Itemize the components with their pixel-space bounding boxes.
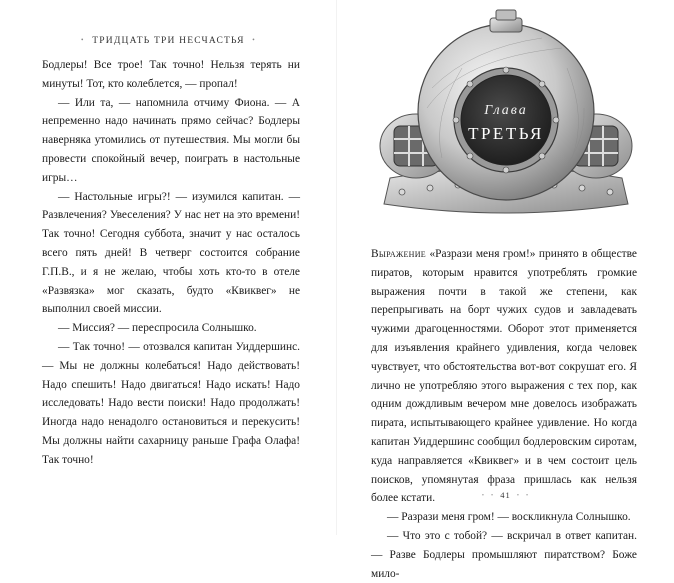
paragraph: — Разрази меня гром! — воскликнула Солнышко. [387,511,631,524]
folio-ornament-left-2: • [491,493,495,499]
diving-helmet-illustration [372,8,640,223]
paragraph: — Так точно! — отозвался капитан Уиддершинс. — Мы не должны колебаться! Надо действовать! Надо спешить! Надо двигаться! Надо искать! Надо исследовать! Надо вести поиски! Надо продолжать! Иногда надо ненадолго остановиться и перекусить! Мы должны найти сахарницу раньше Графа Олафа! Так точно! [42,340,300,466]
paragraph: — Или та, — напомнила отчиму Фиона. — А непременно надо начинать прямо сейчас? Бодлеры наверняка утомились от путешествия. Мы могли бы провести спокойный вечер, поиграть в настольные игры… [42,96,300,184]
paragraph-rest: «Разрази меня гром!» принято в обществе пиратов, которым нравится употреблять громкие выражения почти в такой же степени, как перепрыгивать на борт чужих судов и завладевать чужими драгоценностями. Оборот этот применяется для изъявления крайнего удивления, когда человек чувствует, что обстоятельства вот-вот сокрушат его. Я лично не употребляю этого выражения с тех пор, как одним дождливым вечером мне довелось изображать пирата, испытывающего крайнее удивление. Но когда капитан Уиддершинс сообщил бодлеровским сиротам, куда направляется «Квиквег» и в чем состоит цель поисков, упомянутая фраза пришлась как нельзя более кстати. [371,248,637,505]
left-page [0,0,337,535]
right-page [337,0,674,580]
running-head [0,36,337,46]
head-ornament-right: • [252,36,256,44]
chapter-number: ТРЕТЬЯ [468,124,544,143]
chapter-label: Глава [484,103,528,118]
folio-number: 41 [500,490,511,500]
folio-ornament-right-2: • [525,493,530,499]
right-page-text [371,245,637,583]
running-head-title: ТРИДЦАТЬ ТРИ НЕСЧАСТЬЯ [92,36,245,46]
paragraph: — Настольные игры?! — изумился капитан. — Развлечения? Увеселения? У нас нет на это времени! Так точно! Сегодня суббота, значит у нас осталось всего пять дней! В четверг состоится собрание Г.П.В., и я не желаю, чтобы хоть кто-то в отеле «Развязка» мог сказать, будто «Квиквег» не выполнил своей миссии. [42,190,300,316]
paragraph: — Что это с тобой? — вскричал в ответ капитан. — Разве Бодлеры промышляют пиратством? Боже мило- [371,529,637,580]
paragraph: — Миссия? — переспросила Солнышко. [58,322,257,335]
head-ornament-left: • [81,36,85,44]
left-page-text [42,56,300,470]
folio-ornament-right: • [516,493,520,499]
folio-ornament-left: • [481,493,486,499]
page-number [337,490,674,500]
first-word: Выражение [371,248,426,260]
paragraph: Бодлеры! Все трое! Так точно! Нельзя терять ни минуты! Тот, кто колеблется, — пропал! [42,59,300,90]
paragraph [371,245,637,508]
